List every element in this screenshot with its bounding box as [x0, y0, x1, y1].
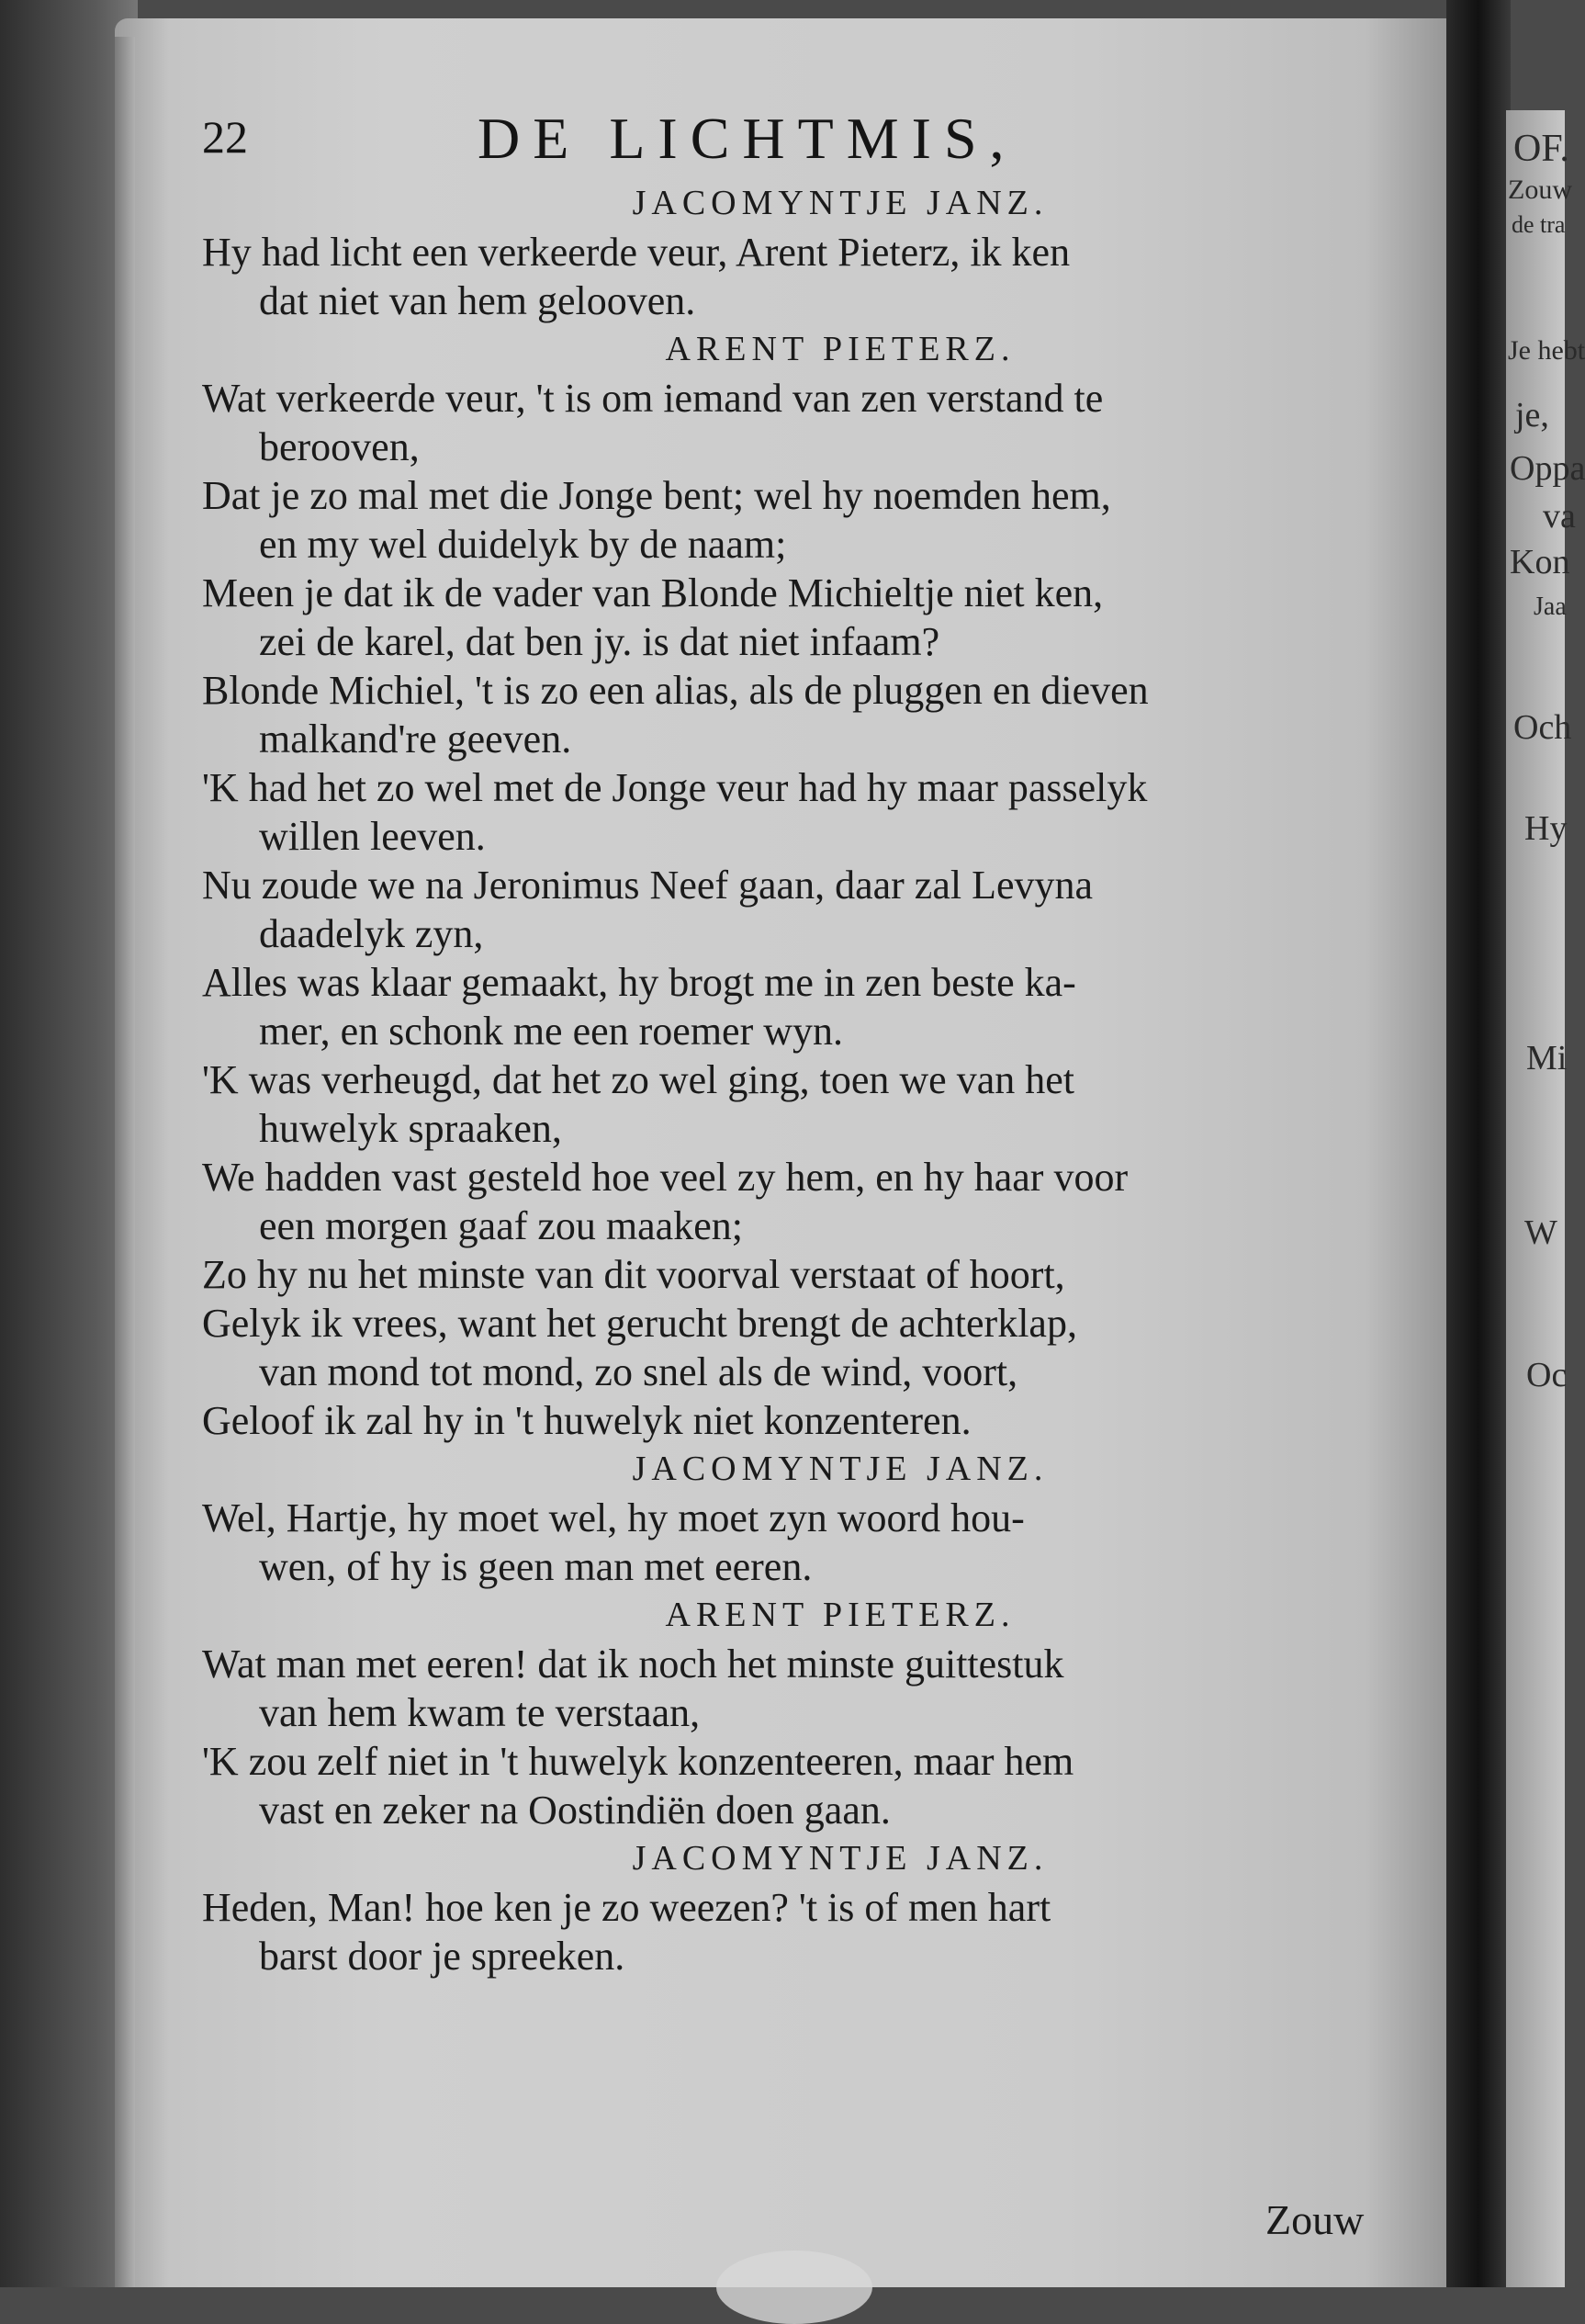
verse-line: Wel, Hartje, hy moet wel, hy moet zyn woord hou-	[202, 1495, 1025, 1540]
speaker-heading: ARENT PIETERZ.	[665, 330, 1016, 368]
verse-line: 'K was verheugd, dat het zo wel ging, toen we van het	[202, 1057, 1074, 1102]
facing-fragment: de tra	[1512, 211, 1566, 238]
facing-fragment: Kon	[1510, 543, 1570, 581]
facing-fragment: Oc	[1526, 1356, 1568, 1394]
verse-line: willen leeven.	[259, 814, 486, 859]
speaker-heading: JACOMYNTJE JANZ.	[632, 1839, 1049, 1878]
verse-line: Blonde Michiel, 't is zo een alias, als de pluggen en dieven	[202, 668, 1149, 713]
verse-line: 'K zou zelf niet in 't huwelyk konzenteeren, maar hem	[202, 1739, 1074, 1784]
verse-line: We hadden vast gesteld hoe veel zy hem, en hy haar voor	[202, 1155, 1129, 1200]
verse-line: Hy had licht een verkeerde veur, Arent Pieterz, ik ken	[202, 230, 1071, 275]
facing-fragment: Och	[1513, 708, 1572, 747]
verse-line: huwelyk spraaken,	[259, 1106, 562, 1151]
body-text	[202, 179, 1405, 1980]
facing-fragment: Zouw	[1508, 175, 1572, 205]
verse-line: mer, en schonk me een roemer wyn.	[259, 1009, 844, 1054]
verse-line: 'K had het zo wel met de Jonge veur had hy maar passelyk	[202, 765, 1148, 810]
verse-line: een morgen gaaf zou maaken;	[259, 1203, 743, 1248]
verse-line: Nu zoude we na Jeronimus Neef gaan, daar zal Levyna	[202, 863, 1094, 908]
page-number: 22	[202, 111, 248, 163]
verse-line: Zo hy nu het minste van dit voorval verstaat of hoort,	[202, 1252, 1065, 1297]
page-edge	[115, 37, 135, 2287]
book-gutter	[1446, 0, 1511, 2287]
verse-line: barst door je spreeken.	[259, 1934, 625, 1979]
verse-line: daadelyk zyn,	[259, 911, 484, 956]
verse-line: dat niet van hem gelooven.	[259, 278, 696, 323]
facing-fragment: OF.	[1513, 128, 1569, 170]
verse-line: Wat verkeerde veur, 't is om iemand van zen verstand te	[202, 376, 1104, 421]
verse-line: malkand're geeven.	[259, 716, 572, 762]
thumb-shadow	[716, 2251, 872, 2324]
verse-line: en my wel duidelyk by de naam;	[259, 522, 787, 567]
verse-line: vast en zeker na Oostindiën doen gaan.	[259, 1788, 891, 1833]
facing-fragment: Jaa	[1534, 592, 1567, 621]
page-header	[202, 106, 1396, 175]
catchword: Zouw	[1265, 2196, 1365, 2243]
facing-fragment: Je hebt	[1508, 335, 1585, 366]
verse-line: Dat je zo mal met die Jonge bent; wel hy noemden hem,	[202, 473, 1111, 518]
facing-fragment: W	[1524, 1213, 1557, 1252]
speaker-heading: ARENT PIETERZ.	[665, 1596, 1016, 1634]
verse-line: van mond tot mond, zo snel als de wind, voort,	[259, 1349, 1018, 1394]
running-title: DE LICHTMIS,	[478, 106, 1017, 171]
verse-line: Heden, Man! hoe ken je zo weezen? 't is of men hart	[202, 1885, 1051, 1930]
facing-fragment: Mi	[1526, 1039, 1568, 1077]
verse-line: Alles was klaar gemaakt, hy brogt me in zen beste ka-	[202, 960, 1076, 1005]
verse-line: Meen je dat ik de vader van Blonde Michieltje niet ken,	[202, 570, 1104, 615]
verse-line: berooven,	[259, 424, 420, 469]
verse-line: van hem kwam te verstaan,	[259, 1690, 701, 1735]
verse-line: Geloof ik zal hy in 't huwelyk niet konzenteren.	[202, 1398, 972, 1443]
facing-page-edge	[1506, 110, 1585, 2287]
verse-line: wen, of hy is geen man met eeren.	[259, 1544, 813, 1589]
facing-fragment: Oppa	[1510, 449, 1585, 488]
facing-fragment: Hy	[1524, 809, 1568, 848]
verse-line: Wat man met eeren! dat ik noch het minste guittestuk	[202, 1641, 1064, 1687]
facing-fragment: je,	[1515, 396, 1549, 434]
verse-line: Gelyk ik vrees, want het gerucht brengt de achterklap,	[202, 1301, 1077, 1346]
facing-fragment: va	[1543, 497, 1576, 536]
speaker-heading: JACOMYNTJE JANZ.	[632, 1450, 1049, 1488]
verse-line: zei de karel, dat ben jy. is dat niet infaam?	[259, 619, 940, 664]
speaker-heading: JACOMYNTJE JANZ.	[632, 184, 1049, 222]
